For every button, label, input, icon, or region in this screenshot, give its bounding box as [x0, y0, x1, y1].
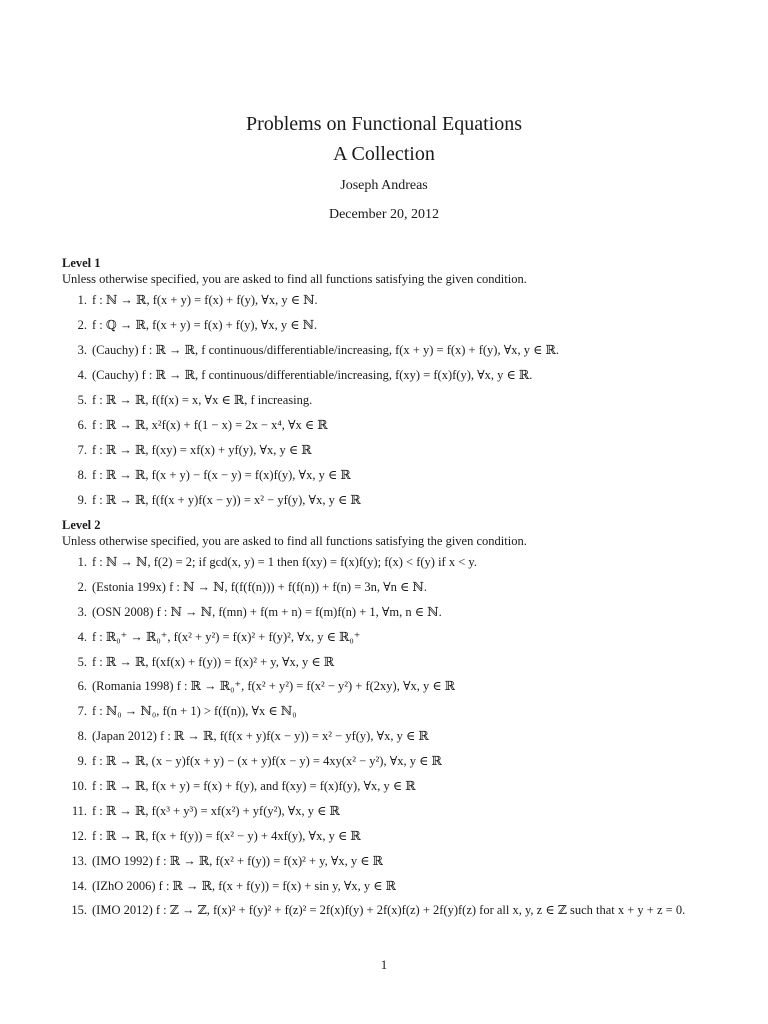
- problem-number: 11.: [71, 803, 87, 818]
- problem-text: f : ℝ → ℝ, f(xf(x) + f(y)) = f(x)² + y, ∀x, y ∈ ℝ: [92, 654, 335, 669]
- problem-item: [62, 392, 722, 409]
- problem-text: f : ℝ → ℝ, f(x + y) = f(x) + f(y), and f(xy) = f(x)f(y), ∀x, y ∈ ℝ: [92, 779, 416, 794]
- date: December 20, 2012: [328, 207, 440, 222]
- problem-number: 9.: [77, 754, 87, 769]
- author: Joseph Andreas: [340, 178, 428, 193]
- problem-item: [62, 828, 722, 845]
- problem-item: [62, 604, 722, 621]
- problem-item: [62, 317, 722, 334]
- level-intro: Unless otherwise specified, you are asked to find all functions satisfying the given condition.: [62, 534, 527, 548]
- title-line-1: Problems on Functional Equations: [245, 113, 523, 135]
- problem-item: [62, 579, 722, 596]
- problem-number: 4.: [77, 629, 87, 644]
- level-2-section: [62, 517, 722, 927]
- problem-text: (Cauchy) f : ℝ → ℝ, f continuous/differentiable/increasing, f(xy) = f(x)f(y), ∀x, y ∈ ℝ.: [92, 368, 533, 382]
- problem-text: f : ℝ → ℝ, f(x + y) − f(x − y) = f(x)f(y), ∀x, y ∈ ℝ: [92, 468, 351, 482]
- problem-number: 9.: [77, 493, 87, 507]
- problem-list: [62, 292, 722, 509]
- problem-item: [62, 467, 722, 484]
- problem-item: [62, 878, 722, 895]
- title-line-2: A Collection: [333, 143, 435, 165]
- problem-text: f : ℝ → ℝ, f(f(x + y)f(x − y)) = x² − yf(y), ∀x, y ∈ ℝ: [92, 493, 361, 507]
- problem-text: (IMO 1992) f : ℝ → ℝ, f(x² + f(y)) = f(x)² + y, ∀x, y ∈ ℝ: [92, 853, 384, 868]
- problem-number: 6.: [77, 418, 87, 432]
- problem-text: (Romania 1998) f : ℝ → ℝ₀⁺, f(x² + y²) = f(x² − y²) + f(2xy), ∀x, y ∈ ℝ: [92, 679, 456, 694]
- problem-item: [62, 442, 722, 459]
- document-title: [0, 109, 768, 169]
- problem-text: (IZhO 2006) f : ℝ → ℝ, f(x + f(y)) = f(x) + sin y, ∀x, y ∈ ℝ: [92, 878, 397, 893]
- problem-text: f : ℝ → ℝ, f(x + f(y)) = f(x² − y) + 4xf(y), ∀x, y ∈ ℝ: [92, 828, 361, 843]
- problem-list: [62, 554, 722, 919]
- problem-number: 7.: [77, 443, 87, 457]
- problem-number: 7.: [77, 704, 87, 719]
- problem-item: [62, 654, 722, 671]
- problem-number: 14.: [71, 878, 87, 893]
- problem-item: [62, 753, 722, 770]
- problem-text: f : ℚ → ℝ, f(x + y) = f(x) + f(y), ∀x, y ∈ ℕ.: [92, 318, 318, 332]
- problem-number: 2.: [77, 579, 87, 594]
- page-number: 1: [380, 957, 388, 972]
- problem-number: 1.: [77, 555, 87, 569]
- problem-item: [62, 367, 722, 384]
- problem-text: f : ℕ₀ → ℕ₀, f(n + 1) > f(f(n)), ∀x ∈ ℕ₀: [92, 704, 297, 719]
- problem-text: (IMO 2012) f : ℤ → ℤ, f(x)² + f(y)² + f(z)² = 2f(x)f(y) + 2f(x)f(z) + 2f(y)f(z) for all x, y, z ∈ ℤ such that x + y + z = 0.: [92, 903, 686, 918]
- problem-text: (OSN 2008) f : ℕ → ℕ, f(mn) + f(m + n) = f(m)f(n) + 1, ∀m, n ∈ ℕ.: [92, 604, 442, 619]
- problem-number: 3.: [77, 604, 87, 619]
- problem-item: [62, 629, 722, 646]
- problem-number: 10.: [71, 779, 87, 794]
- problem-number: 3.: [77, 343, 87, 357]
- problem-item: [62, 292, 722, 309]
- problem-number: 6.: [77, 679, 87, 694]
- problem-item: [62, 342, 722, 359]
- problem-item: [62, 703, 722, 720]
- problem-text: f : ℝ → ℝ, x²f(x) + f(1 − x) = 2x − x⁴, ∀x ∈ ℝ: [92, 418, 328, 432]
- problem-number: 5.: [77, 654, 87, 669]
- problem-number: 8.: [77, 468, 87, 482]
- problem-text: (Cauchy) f : ℝ → ℝ, f continuous/differentiable/increasing, f(x + y) = f(x) + f(y), ∀x, y ∈ ℝ.: [92, 343, 560, 357]
- problem-number: 12.: [71, 828, 87, 843]
- level-intro: Unless otherwise specified, you are asked to find all functions satisfying the given condition.: [62, 272, 527, 286]
- problem-number: 1.: [77, 293, 87, 307]
- level-1-section: [62, 255, 722, 517]
- problem-number: 15.: [71, 903, 87, 918]
- problem-item: [62, 853, 722, 870]
- problem-text: f : ℝ → ℝ, f(xy) = xf(x) + yf(y), ∀x, y ∈ ℝ: [92, 443, 312, 457]
- problem-item: [62, 778, 722, 795]
- problem-number: 4.: [77, 368, 87, 382]
- problem-text: f : ℝ → ℝ, f(f(x) = x, ∀x ∈ ℝ, f increasing.: [92, 393, 313, 407]
- problem-text: (Estonia 199x) f : ℕ → ℕ, f(f(f(n))) + f(f(n)) + f(n) = 3n, ∀n ∈ ℕ.: [92, 579, 427, 594]
- problem-number: 8.: [77, 729, 87, 744]
- problem-item: [62, 554, 722, 571]
- problem-number: 13.: [71, 853, 87, 868]
- problem-text: f : ℝ → ℝ, (x − y)f(x + y) − (x + y)f(x − y) = 4xy(x² − y²), ∀x, y ∈ ℝ: [92, 754, 442, 769]
- level-heading: Level 2: [62, 518, 101, 532]
- problem-number: 5.: [77, 393, 87, 407]
- problem-number: 2.: [77, 318, 87, 332]
- problem-item: [62, 492, 722, 509]
- problem-text: f : ℕ → ℝ, f(x + y) = f(x) + f(y), ∀x, y ∈ ℕ.: [92, 293, 318, 307]
- problem-text: (Japan 2012) f : ℝ → ℝ, f(f(x + y)f(x − y)) = x² − yf(y), ∀x, y ∈ ℝ: [92, 729, 429, 744]
- problem-item: [62, 417, 722, 434]
- problem-text: f : ℝ → ℝ, f(x³ + y³) = xf(x²) + yf(y²), ∀x, y ∈ ℝ: [92, 803, 340, 818]
- problem-item: [62, 803, 722, 820]
- problem-item: [62, 728, 722, 745]
- problem-item: [62, 902, 722, 919]
- problem-text: f : ℕ → ℕ, f(2) = 2; if gcd(x, y) = 1 then f(xy) = f(x)f(y); f(x) < f(y) if x < y.: [92, 555, 477, 569]
- level-heading: Level 1: [62, 256, 101, 270]
- problem-item: [62, 678, 722, 695]
- problem-text: f : ℝ₀⁺ → ℝ₀⁺, f(x² + y²) = f(x)² + f(y)², ∀x, y ∈ ℝ₀⁺: [92, 629, 361, 644]
